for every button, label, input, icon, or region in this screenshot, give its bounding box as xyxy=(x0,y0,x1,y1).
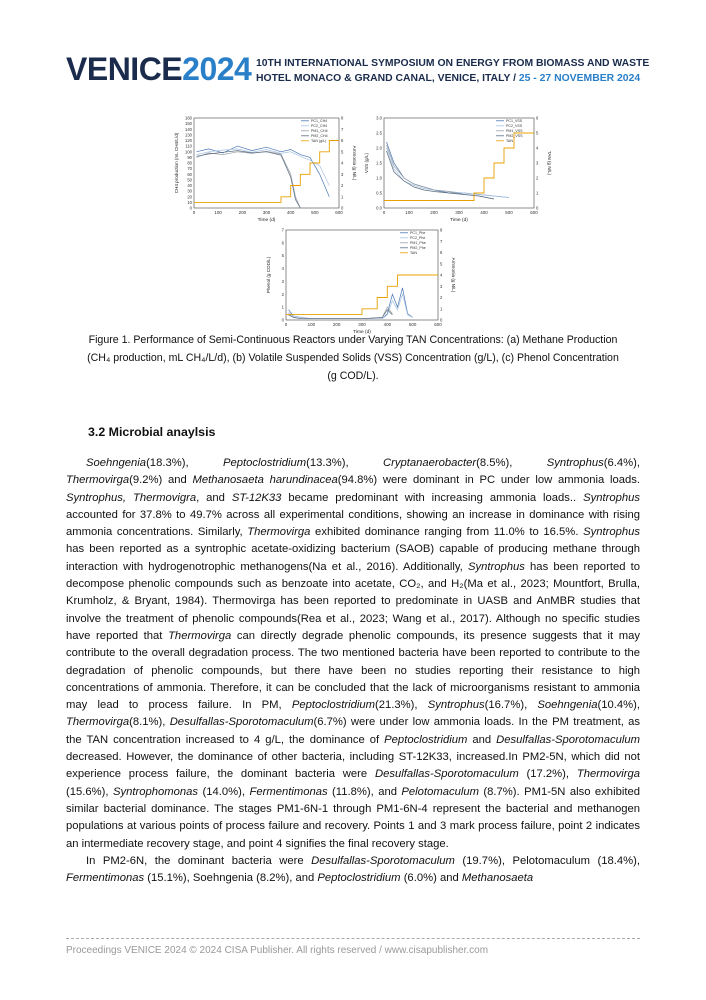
x-tick-label: 500 xyxy=(505,210,513,215)
y2-tick-label: 0 xyxy=(440,317,443,323)
y-tick-label: 30 xyxy=(187,188,192,194)
series-line-tan xyxy=(286,275,438,314)
x-tick-label: 200 xyxy=(430,210,438,215)
legend-entry: PM2_VSS xyxy=(506,134,523,138)
x-tick-label: 0 xyxy=(382,210,386,215)
legend-entry: PC1_VSS xyxy=(506,119,523,123)
y-tick-label: 6 xyxy=(281,240,284,246)
footer: Proceedings VENICE 2024 © 2024 CISA Publisher. All rights reserved / www.cisapublisher.com xyxy=(66,945,489,956)
series-line-tan xyxy=(384,133,534,201)
y2-tick-label: 2 xyxy=(440,295,443,300)
y2-tick-label: 0 xyxy=(341,205,344,211)
x-tick-label: 100 xyxy=(214,210,222,215)
y2-tick-label: 5 xyxy=(341,149,344,155)
conference-title: 10TH INTERNATIONAL SYMPOSIUM ON ENERGY FROM BIOMASS AND WASTE HOTEL MONACO & GRAND CANAL, VENICE, ITALY / 25 - 27 NOVEMBER 2024 xyxy=(256,58,650,84)
y2-axis-label: Ammonia (g N/L) xyxy=(352,145,357,181)
y-tick-label: 2 xyxy=(281,291,284,297)
y-tick-label: 1.5 xyxy=(376,160,382,166)
y-tick-label: 60 xyxy=(187,171,192,177)
y-tick-label: 3 xyxy=(281,278,284,284)
legend-entry: PM1_VSS xyxy=(506,129,523,133)
legend-entry: PM1_Phe xyxy=(410,241,426,245)
y2-tick-label: 4 xyxy=(440,272,443,278)
legend-entry: PM2_CH4 xyxy=(311,134,328,138)
y-tick-label: 70 xyxy=(187,166,192,172)
x-tick-label: 200 xyxy=(238,210,247,215)
y-tick-label: 120 xyxy=(185,138,192,143)
legend-entry: PC1_Phe xyxy=(410,231,426,235)
y2-tick-label: 6 xyxy=(341,138,344,143)
y2-tick-label: 1 xyxy=(341,194,344,200)
legend-entry: PC2_CH4 xyxy=(311,124,328,128)
y-tick-label: 5 xyxy=(281,253,284,259)
x-axis-label: Time (d) xyxy=(257,218,276,223)
series-line-pc1-vss xyxy=(387,142,510,198)
legend-entry: PM2_Phe xyxy=(410,246,426,250)
y-tick-label: 90 xyxy=(187,154,192,160)
y2-tick-label: 6 xyxy=(536,115,539,121)
x-tick-label: 0 xyxy=(192,210,196,215)
y-tick-label: 40 xyxy=(187,183,192,188)
y-axis-label: CH4 production (mL CH4/L/d) xyxy=(174,132,179,194)
y-tick-label: 100 xyxy=(185,149,192,155)
x-tick-label: 600 xyxy=(434,322,442,327)
y2-tick-label: 2 xyxy=(341,183,344,188)
y2-tick-label: 1 xyxy=(536,190,539,196)
chart-vss-concentration xyxy=(356,112,556,224)
venice-2024-logo: VENICE2024 xyxy=(66,51,252,87)
x-tick-label: 100 xyxy=(307,322,316,327)
series-line-pc2-ch4 xyxy=(196,149,329,186)
y-tick-label: 130 xyxy=(185,132,192,138)
y-tick-label: 2.0 xyxy=(376,145,382,151)
y2-tick-label: 3 xyxy=(341,171,344,177)
section-heading: 3.2 Microbial anaylsis xyxy=(88,425,216,439)
y2-tick-label: 7 xyxy=(341,126,344,132)
y-axis-label: VSS (g/L) xyxy=(364,153,369,173)
y-tick-label: 1 xyxy=(281,304,284,310)
x-axis-label: Time (d) xyxy=(450,218,468,223)
y-tick-label: 150 xyxy=(185,121,192,127)
y-tick-label: 10 xyxy=(187,199,192,205)
y-tick-label: 140 xyxy=(185,126,192,132)
series-line-pm1-vss xyxy=(387,145,495,199)
y-tick-label: 2.5 xyxy=(376,130,382,136)
series-line-pm2-ch4 xyxy=(196,151,300,208)
y2-tick-label: 8 xyxy=(440,227,443,233)
series-line-pm1-ch4 xyxy=(196,151,300,208)
y-tick-label: 4 xyxy=(281,266,284,272)
y-tick-label: 0.0 xyxy=(376,205,382,211)
x-tick-label: 300 xyxy=(358,322,366,327)
x-tick-label: 100 xyxy=(405,210,413,215)
x-tick-label: 600 xyxy=(530,210,538,215)
figure-caption: Figure 1. Performance of Semi-Continuous Reactors under Varying TAN Concentrations: (a) Methane Production (CH₄ production, mL CH₄/L/d), (b) Volatile Suspended Solids (VSS) Concentration (g/L), (c) Phenol Concentration (g COD/L). xyxy=(87,334,619,382)
x-tick-label: 300 xyxy=(455,210,463,215)
y2-tick-label: 3 xyxy=(536,160,539,166)
chart-methane-production xyxy=(166,112,361,224)
x-tick-label: 300 xyxy=(262,210,271,215)
y-tick-label: 80 xyxy=(187,160,192,166)
chart-phenol-concentration xyxy=(258,224,460,336)
y2-tick-label: 2 xyxy=(536,175,539,181)
x-tick-label: 500 xyxy=(408,322,417,327)
x-tick-label: 400 xyxy=(480,210,488,215)
y-tick-label: 110 xyxy=(185,143,192,149)
legend-entry: PC2_Phe xyxy=(410,236,426,240)
body-text xyxy=(66,455,640,887)
x-tick-label: 400 xyxy=(383,322,392,327)
y2-tick-label: 0 xyxy=(536,205,539,211)
x-tick-label: 500 xyxy=(311,210,319,215)
legend-entry: TAN xyxy=(410,251,417,255)
y-tick-label: 0.5 xyxy=(376,190,382,196)
paragraph: Soehngenia(18.3%), Peptoclostridium(13.3%), Cryptanaerobacter(8.5%), Syntrophus(6.4%), Thermovirga(9.2%) and Methanosaeta harundinacea(94.8%) were dominant in PC under low ammonia loads. Syntrophus, Thermovigra, and ST-12K33 became predominant with increasing ammonia loads.. Syntrophus accounted for 37.8% to 49.7% across all experimental conditions, showing an increase in dominance with rising ammonia concentrations. Similarly, Thermovirga exhibited dominance ranging from 11.0% to 16.5%. Syntrophus has been reported as a syntrophic acetate-oxidizing bacterium (SAOB) capable of producing methane through interaction with hydrogenotrophic methanogens(Na et al., 2016). Additionally, Syntrophus has been reported to decompose phenolic compounds such as benzoate into acetate, CO₂, and H₂(Ma et al., 2023; Mountfort, Brulla, Krumholz, & Bryant, 1984). Thermovirga has been reported to predominate in UASB and AnMBR studies that involve the treatment of phenolic compounds(Rea et al., 2023; Wang et al., 2017). Although no specific studies have reported that Thermovirga can directly degrade phenolic compounds, its presence suggests that it may contribute to the overall degradation process. The two mentioned bacteria have been reported to contribute to the degradation of phenolic compounds, but there have been no studies reporting their resistance to high concentrations of ammonia. Therefore, it can be concluded that the lack of microorganisms resistant to ammonia may lead to process failure. In PM, Peptoclostridium(21.3%), Syntrophus(16.7%), Soehngenia(10.4%), Thermovirga(8.1%), Desulfallas-Sporotomaculum(6.7%) were under low ammonia loads. In the PM treatment, as the TAN concentration increased to 4 g/L, the dominance of Peptoclostridium and Desulfallas-Sporotomaculum decreased. However, the dominance of other bacteria, including ST-12K33, increased.In PM2-5N, which did not experience process failure, the dominant bacteria were Desulfallas-Sporotomaculum (17.2%), Thermovirga (15.6%), Syntrophomonas (14.0%), Fermentimonas (11.8%), and Pelotomaculum (8.7%). PM1-5N also exhibited similar bacterial dominance. The stages PM1-6N-1 through PM1-6N-4 represent the bacterial and methanogen populations at various points of process failure and recovery. Points 1 and 3 mark process failure, point 2 indicates an intermediate recovery stage, and point 4 signifies the final recovery stage. xyxy=(66,457,641,850)
y-tick-label: 1.0 xyxy=(376,175,382,181)
paragraph: In PM2-6N, the dominant bacteria were Desulfallas-Sporotomaculum (19.7%), Pelotomaculum (18.4%), Fermentimonas (15.1%), Soehngenia (8.2%), and Peptoclostridium (6.0%) and Methanosaeta xyxy=(66,854,640,885)
y2-tick-label: 8 xyxy=(341,115,344,121)
y-tick-label: 20 xyxy=(187,194,192,200)
x-tick-label: 400 xyxy=(286,210,295,215)
y-tick-label: 3.0 xyxy=(376,115,382,121)
legend-entry: TAN (g/L) xyxy=(311,139,327,143)
legend-entry: PC2_VSS xyxy=(506,124,523,128)
y2-tick-label: 1 xyxy=(440,306,443,312)
y2-tick-label: 6 xyxy=(440,250,443,255)
series-line-pc2-vss xyxy=(387,148,510,198)
y-tick-label: 0 xyxy=(281,317,284,323)
conference-dates: 25 - 27 NOVEMBER 2024 xyxy=(518,73,641,84)
y-tick-label: 50 xyxy=(187,177,192,183)
y2-axis-label: Ammonia (g N/L) xyxy=(451,257,456,293)
series-line-pm2-vss xyxy=(387,151,495,199)
y2-tick-label: 7 xyxy=(440,238,443,244)
x-tick-label: 0 xyxy=(284,322,288,327)
y2-axis-label: TAN (g N/L) xyxy=(547,150,552,176)
legend-entry: PM1_CH4 xyxy=(311,129,328,133)
x-tick-label: 200 xyxy=(332,322,341,327)
y-tick-label: 160 xyxy=(185,115,192,121)
y2-tick-label: 5 xyxy=(440,261,443,267)
y2-tick-label: 4 xyxy=(536,145,539,151)
legend-entry: TAN xyxy=(506,139,513,143)
y-tick-label: 0 xyxy=(189,205,192,211)
y2-tick-label: 3 xyxy=(440,283,443,289)
y-axis-label: Phenol (g COD/L) xyxy=(266,256,271,294)
y-tick-label: 7 xyxy=(281,227,284,233)
y2-tick-label: 4 xyxy=(341,160,344,166)
conference-header xyxy=(66,51,650,87)
legend-entry: PC1_CH4 xyxy=(311,119,328,123)
y2-tick-label: 5 xyxy=(536,130,539,136)
footer-divider xyxy=(66,938,640,939)
x-tick-label: 600 xyxy=(335,210,343,215)
x-axis-label: Time (d) xyxy=(353,330,371,335)
